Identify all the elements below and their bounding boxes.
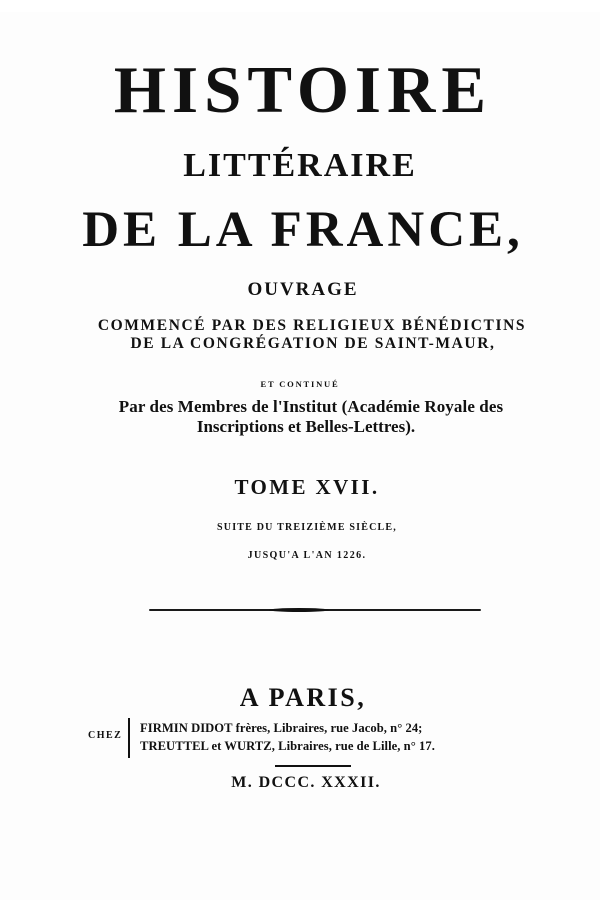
chez-label: CHEZ (88, 730, 123, 741)
subtitle-ouvrage: OUVRAGE (247, 279, 359, 300)
volume-number: TOME XVII. (234, 475, 380, 499)
publisher-bracket (128, 718, 130, 758)
imprint-city: A PARIS, (239, 683, 367, 712)
title-de-la-france: DE LA FRANCE, (82, 202, 524, 258)
rule-swell (269, 608, 329, 612)
short-rule (275, 765, 351, 767)
continued-label: ET CONTINUÉ (260, 379, 340, 389)
publisher-block (88, 716, 528, 760)
ornamental-rule (149, 609, 481, 611)
publisher-line-1: FIRMIN DIDOT frères, Libraires, rue Jacob, n° 24; (140, 721, 423, 735)
period-line-2: JUSQU'A L'AN 1226. (247, 550, 367, 561)
period-line-1: SUITE DU TREIZIÈME SIÈCLE, (217, 522, 397, 533)
title-litteraire: LITTÉRAIRE (183, 147, 417, 184)
publication-date: M. DCCC. XXXII. (231, 774, 381, 791)
commenced-by-line-1: COMMENCÉ PAR DES RELIGIEUX BÉNÉDICTINS (97, 317, 527, 334)
commenced-by-line-2: DE LA CONGRÉGATION DE SAINT-MAUR, (130, 335, 496, 352)
page-margin (0, 0, 600, 12)
members-line-2: Inscriptions et Belles-Lettres). (196, 417, 416, 436)
members-line-1: Par des Membres de l'Institut (Académie Royale des (118, 397, 504, 416)
publisher-line-2: TREUTTEL et WURTZ, Libraires, rue de Lille, n° 17. (140, 739, 435, 753)
title-histoire: HISTOIRE (113, 53, 493, 127)
